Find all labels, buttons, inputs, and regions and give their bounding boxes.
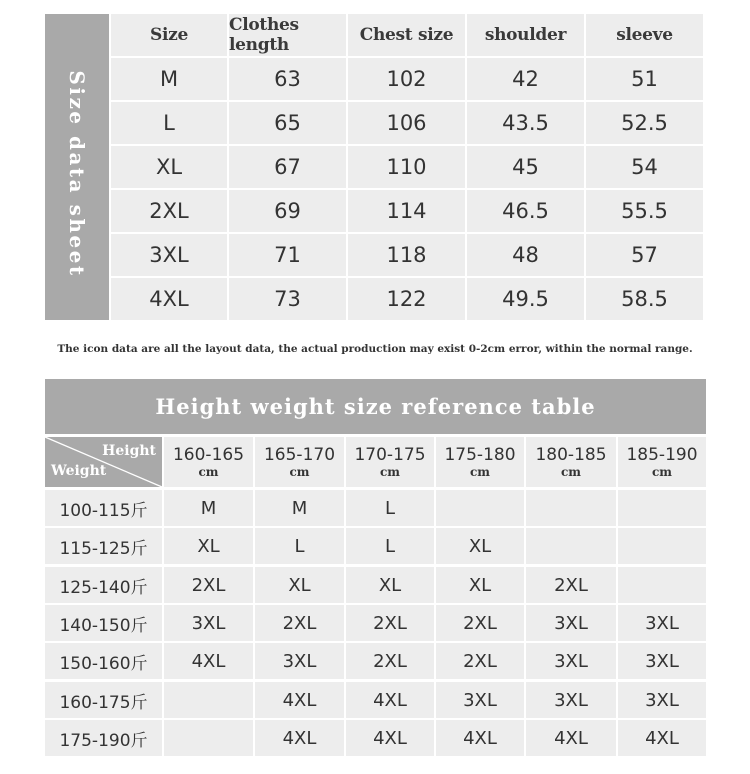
recommended-size-cell: 3XL [618,605,706,641]
size-table-cell: M [111,58,227,100]
recommended-size-cell: L [346,490,434,526]
size-table-cell: 55.5 [586,190,703,232]
corner-header [45,437,162,487]
size-table-cell: 122 [348,278,465,320]
recommended-size-cell: 2XL [164,567,253,603]
size-table-cell: 46.5 [467,190,584,232]
size-table-cell: 3XL [111,234,227,276]
size-table-cell: L [111,102,227,144]
recommended-size-cell: L [346,528,434,564]
recommended-size-cell [526,490,616,526]
size-table-cell: 65 [229,102,346,144]
size-table-cell: 69 [229,190,346,232]
weight-range-label: 115-125斤 [45,528,162,564]
recommended-size-cell [436,490,524,526]
recommended-size-cell: M [255,490,344,526]
recommended-size-cell [618,528,706,564]
recommended-size-cell: 4XL [164,643,253,679]
recommended-size-cell: XL [436,567,524,603]
height-range-header [164,437,253,487]
size-table-cell: 71 [229,234,346,276]
size-table-cell: 43.5 [467,102,584,144]
size-table-cell: 49.5 [467,278,584,320]
height-range-label: 180-185 [535,444,607,465]
size-table-header-cell: Clothes length [229,14,346,56]
size-table-cell: 51 [586,58,703,100]
recommended-size-cell [618,490,706,526]
recommended-size-cell: 3XL [436,682,524,718]
size-table-cell: 110 [348,146,465,188]
recommended-size-cell: 4XL [526,720,616,756]
reference-table-title: Height weight size reference table [45,379,706,434]
height-range-header [618,437,706,487]
size-table-cell: XL [111,146,227,188]
height-unit-label: cm [379,464,400,479]
weight-range-label: 125-140斤 [45,567,162,603]
size-sheet-side-label: Size data sheet [65,70,89,278]
weight-range-label: 140-150斤 [45,605,162,641]
height-range-label: 165-170 [263,444,336,465]
recommended-size-cell: L [255,528,344,564]
recommended-size-cell: XL [436,528,524,564]
height-range-label: 160-165 [172,444,245,465]
recommended-size-cell: 2XL [526,567,616,603]
recommended-size-cell: 2XL [436,605,524,641]
size-table-cell: 58.5 [586,278,703,320]
recommended-size-cell: 3XL [526,605,616,641]
recommended-size-cell: 2XL [436,643,524,679]
recommended-size-cell: 3XL [164,605,253,641]
recommended-size-cell: 3XL [255,643,344,679]
recommended-size-cell: 2XL [346,643,434,679]
size-table-header-cell: shoulder [467,14,584,56]
recommended-size-cell: XL [255,567,344,603]
size-table-cell: 52.5 [586,102,703,144]
height-range-label: 170-175 [354,444,426,465]
height-range-label: 185-190 [626,444,698,465]
height-range-header [346,437,434,487]
recommended-size-cell: XL [346,567,434,603]
height-unit-label: cm [469,464,490,479]
recommended-size-cell: 4XL [255,720,344,756]
recommended-size-cell [526,528,616,564]
height-unit-label: cm [560,464,581,479]
recommended-size-cell: 4XL [346,682,434,718]
size-table-header-cell: Chest size [348,14,465,56]
height-unit-label: cm [651,464,672,479]
weight-range-label: 175-190斤 [45,720,162,756]
size-table-cell: 2XL [111,190,227,232]
recommended-size-cell: 3XL [618,643,706,679]
height-unit-label: cm [289,464,310,479]
size-table-cell: 106 [348,102,465,144]
size-table-cell: 67 [229,146,346,188]
height-range-header [255,437,344,487]
recommended-size-cell [618,567,706,603]
size-table-cell: 102 [348,58,465,100]
size-table-cell: 48 [467,234,584,276]
corner-weight-label: Weight [51,463,107,479]
tolerance-note: The icon data are all the layout data, the actual production may exist 0-2cm error, within the normal range. [57,343,693,355]
height-range-label: 175-180 [444,444,516,465]
recommended-size-cell: 3XL [618,682,706,718]
size-table-cell: 42 [467,58,584,100]
weight-range-label: 100-115斤 [45,490,162,526]
size-sheet-side-panel [45,14,109,320]
size-table-cell: 114 [348,190,465,232]
size-table-cell: 54 [586,146,703,188]
recommended-size-cell: XL [164,528,253,564]
recommended-size-cell: 2XL [255,605,344,641]
corner-height-label: Height [102,443,156,459]
size-table-cell: 118 [348,234,465,276]
recommended-size-cell: 4XL [346,720,434,756]
recommended-size-cell: 4XL [255,682,344,718]
size-table-cell: 4XL [111,278,227,320]
recommended-size-cell: 3XL [526,643,616,679]
weight-range-label: 160-175斤 [45,682,162,718]
height-range-header [436,437,524,487]
size-table-cell: 73 [229,278,346,320]
height-range-header [526,437,616,487]
size-table-cell: 63 [229,58,346,100]
recommended-size-cell: M [164,490,253,526]
recommended-size-cell: 3XL [526,682,616,718]
recommended-size-cell [164,682,253,718]
recommended-size-cell: 2XL [346,605,434,641]
recommended-size-cell: 4XL [618,720,706,756]
recommended-size-cell: 4XL [436,720,524,756]
size-table-header-cell: sleeve [586,14,703,56]
recommended-size-cell [164,720,253,756]
size-table-header-cell: Size [111,14,227,56]
size-table-cell: 57 [586,234,703,276]
weight-range-label: 150-160斤 [45,643,162,679]
height-unit-label: cm [198,464,219,479]
size-table-cell: 45 [467,146,584,188]
